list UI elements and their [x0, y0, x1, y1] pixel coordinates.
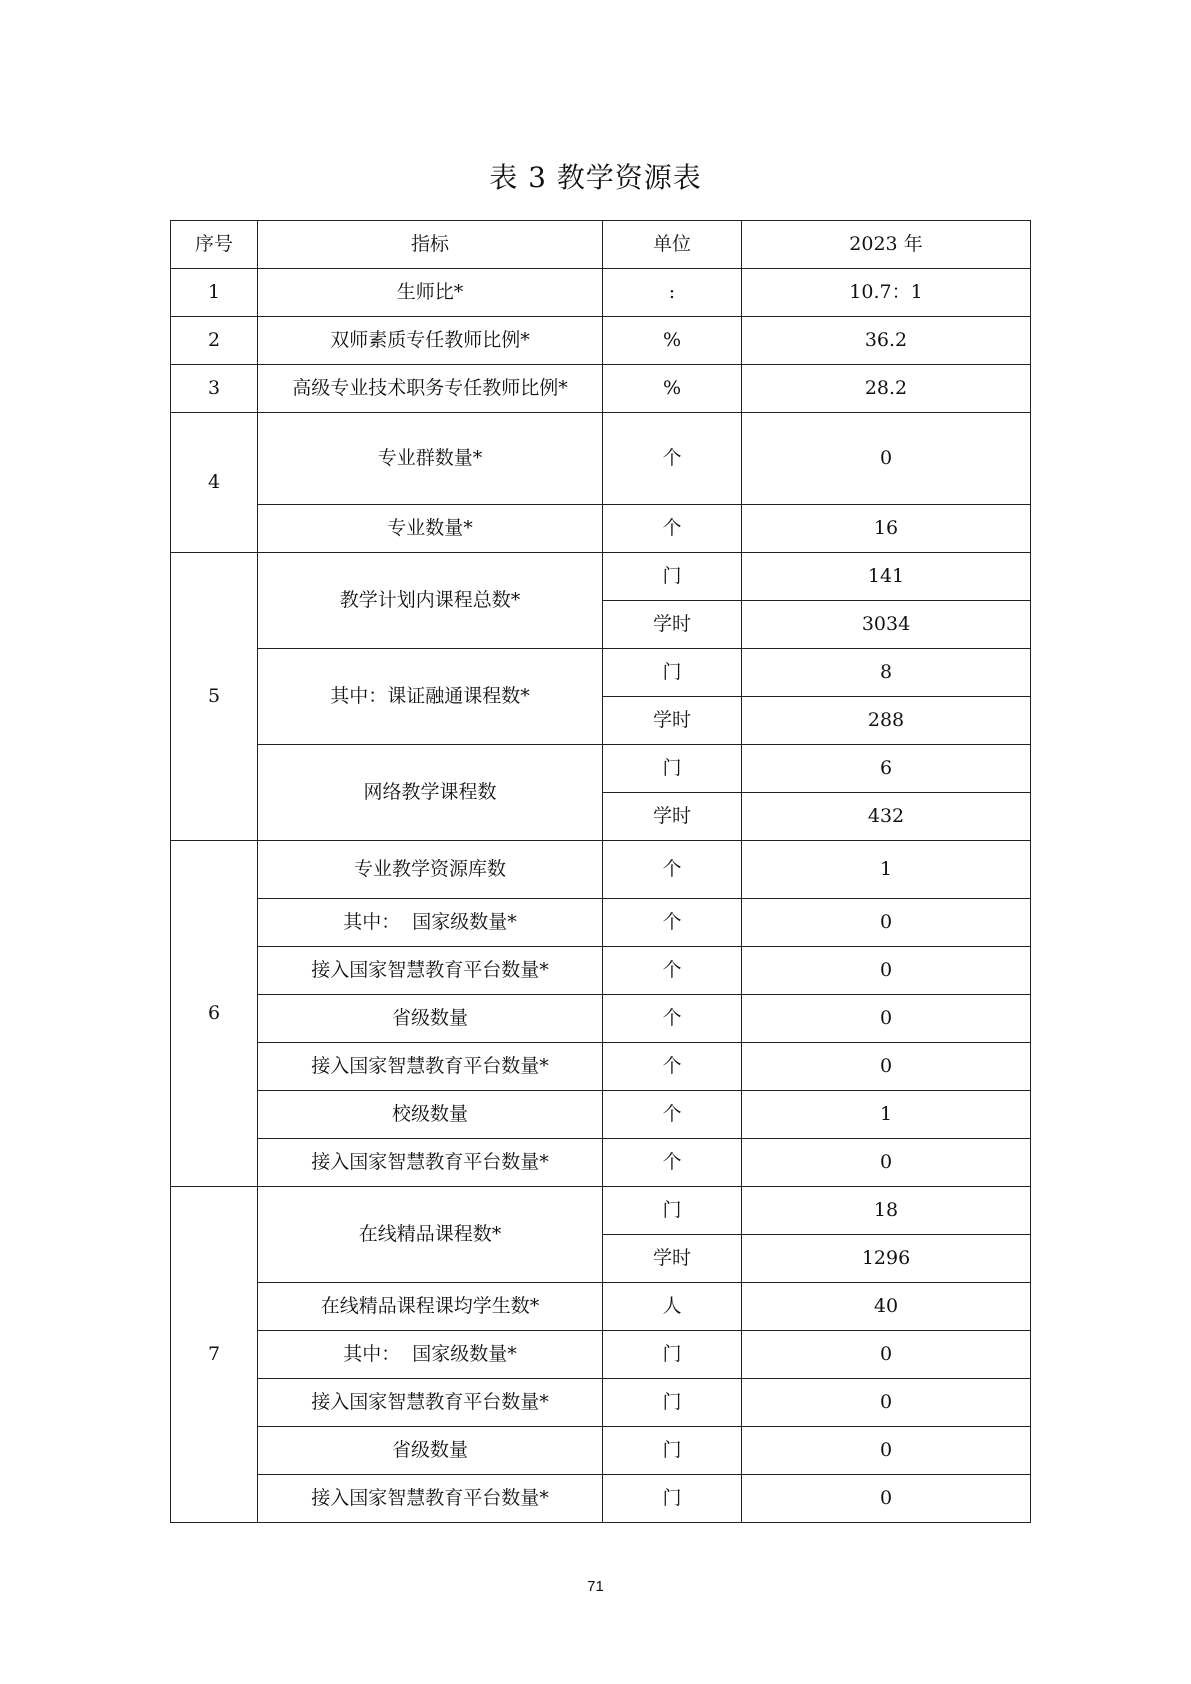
- value-cell: 16: [742, 505, 1031, 553]
- table-row: [171, 505, 1031, 553]
- value-cell: 0: [742, 899, 1031, 947]
- unit-cell: 个: [603, 505, 742, 553]
- unit-cell: 学时: [603, 697, 742, 745]
- value-cell: 0: [742, 1475, 1031, 1523]
- indicator-cell: 其中：课证融通课程数*: [258, 649, 603, 745]
- indicator-cell: 校级数量: [258, 1091, 603, 1139]
- unit-cell: 个: [603, 947, 742, 995]
- unit-cell: :: [603, 269, 742, 317]
- unit-cell: 个: [603, 841, 742, 899]
- value-cell: 288: [742, 697, 1031, 745]
- indicator-cell: 接入国家智慧教育平台数量*: [258, 1379, 603, 1427]
- seq-cell: 6: [171, 841, 258, 1187]
- indicator-cell: 其中： 国家级数量*: [258, 899, 603, 947]
- indicator-cell: 省级数量: [258, 1427, 603, 1475]
- unit-cell: 个: [603, 899, 742, 947]
- table-row: [171, 1283, 1031, 1331]
- table-row: [171, 553, 1031, 601]
- teaching-resources-table: [170, 220, 1031, 1523]
- table-row: [171, 841, 1031, 899]
- value-cell: 0: [742, 947, 1031, 995]
- unit-cell: 人: [603, 1283, 742, 1331]
- value-cell: 8: [742, 649, 1031, 697]
- header-seq: 序号: [171, 221, 258, 269]
- indicator-cell: 专业群数量*: [258, 413, 603, 505]
- unit-cell: 个: [603, 1139, 742, 1187]
- table-header-row: [171, 221, 1031, 269]
- indicator-cell: 接入国家智慧教育平台数量*: [258, 947, 603, 995]
- table-title: 表 3 教学资源表: [489, 161, 702, 194]
- unit-cell: 个: [603, 1091, 742, 1139]
- value-cell: 1296: [742, 1235, 1031, 1283]
- indicator-cell: 双师素质专任教师比例*: [258, 317, 603, 365]
- header-indicator: 指标: [258, 221, 603, 269]
- unit-cell: 门: [603, 1331, 742, 1379]
- unit-cell: 门: [603, 553, 742, 601]
- unit-cell: %: [603, 317, 742, 365]
- seq-cell: 4: [171, 413, 258, 553]
- value-cell: 3034: [742, 601, 1031, 649]
- value-cell: 6: [742, 745, 1031, 793]
- seq-cell: 1: [171, 269, 258, 317]
- value-cell: 0: [742, 1331, 1031, 1379]
- unit-cell: 个: [603, 413, 742, 505]
- value-cell: 10.7：1: [742, 269, 1031, 317]
- table-row: [171, 365, 1031, 413]
- table-row: [171, 317, 1031, 365]
- value-cell: 0: [742, 1427, 1031, 1475]
- header-unit: 单位: [603, 221, 742, 269]
- unit-cell: 门: [603, 1379, 742, 1427]
- unit-cell: 个: [603, 1043, 742, 1091]
- table-row: [171, 995, 1031, 1043]
- unit-cell: %: [603, 365, 742, 413]
- table-row: [171, 649, 1031, 697]
- table-row: [171, 1427, 1031, 1475]
- seq-cell: 7: [171, 1187, 258, 1523]
- value-cell: 28.2: [742, 365, 1031, 413]
- unit-cell: 学时: [603, 601, 742, 649]
- value-cell: 141: [742, 553, 1031, 601]
- table-row: [171, 745, 1031, 793]
- header-year: 2023 年: [742, 221, 1031, 269]
- unit-cell: 门: [603, 649, 742, 697]
- indicator-cell: 网络教学课程数: [258, 745, 603, 841]
- value-cell: 40: [742, 1283, 1031, 1331]
- indicator-cell: 教学计划内课程总数*: [258, 553, 603, 649]
- value-cell: 0: [742, 1379, 1031, 1427]
- value-cell: 0: [742, 413, 1031, 505]
- seq-cell: 3: [171, 365, 258, 413]
- table-row: [171, 1475, 1031, 1523]
- seq-cell: 5: [171, 553, 258, 841]
- indicator-cell: 接入国家智慧教育平台数量*: [258, 1139, 603, 1187]
- indicator-cell: 接入国家智慧教育平台数量*: [258, 1475, 603, 1523]
- seq-cell: 2: [171, 317, 258, 365]
- indicator-cell: 接入国家智慧教育平台数量*: [258, 1043, 603, 1091]
- table-row: [171, 947, 1031, 995]
- indicator-cell: 生师比*: [258, 269, 603, 317]
- table-row: [171, 1379, 1031, 1427]
- value-cell: 1: [742, 841, 1031, 899]
- value-cell: 1: [742, 1091, 1031, 1139]
- table-row: [171, 269, 1031, 317]
- unit-cell: 个: [603, 995, 742, 1043]
- indicator-cell: 在线精品课程课均学生数*: [258, 1283, 603, 1331]
- unit-cell: 门: [603, 1427, 742, 1475]
- unit-cell: 学时: [603, 1235, 742, 1283]
- table-row: [171, 1187, 1031, 1235]
- indicator-cell: 高级专业技术职务专任教师比例*: [258, 365, 603, 413]
- unit-cell: 门: [603, 1187, 742, 1235]
- indicator-cell: 专业数量*: [258, 505, 603, 553]
- indicator-cell: 在线精品课程数*: [258, 1187, 603, 1283]
- value-cell: 0: [742, 1139, 1031, 1187]
- unit-cell: 门: [603, 745, 742, 793]
- unit-cell: 学时: [603, 793, 742, 841]
- value-cell: 0: [742, 1043, 1031, 1091]
- table-row: [171, 1331, 1031, 1379]
- value-cell: 18: [742, 1187, 1031, 1235]
- table-row: [171, 1139, 1031, 1187]
- table-row: [171, 413, 1031, 505]
- table-row: [171, 1091, 1031, 1139]
- value-cell: 432: [742, 793, 1031, 841]
- indicator-cell: 其中： 国家级数量*: [258, 1331, 603, 1379]
- value-cell: 0: [742, 995, 1031, 1043]
- table-row: [171, 1043, 1031, 1091]
- value-cell: 36.2: [742, 317, 1031, 365]
- page-number: 71: [587, 1578, 604, 1595]
- indicator-cell: 省级数量: [258, 995, 603, 1043]
- unit-cell: 门: [603, 1475, 742, 1523]
- indicator-cell: 专业教学资源库数: [258, 841, 603, 899]
- table-row: [171, 899, 1031, 947]
